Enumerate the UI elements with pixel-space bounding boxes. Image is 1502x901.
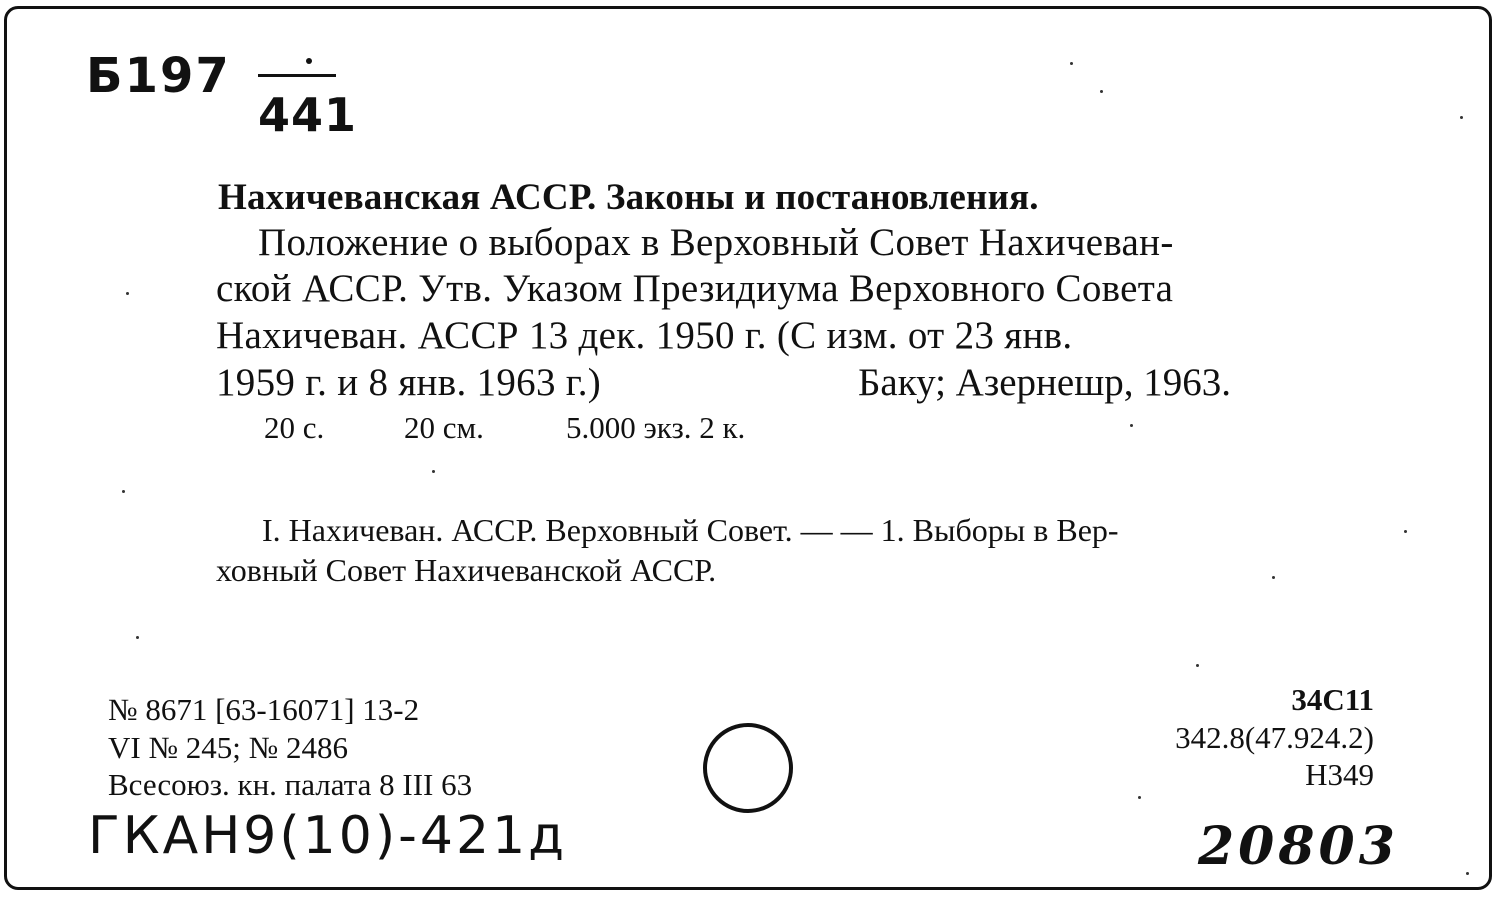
scan-speck: [1466, 872, 1469, 875]
imprint-line: Всесоюз. кн. палата 8 III 63: [108, 767, 473, 802]
collation-run: 5.000 экз. 2 к.: [566, 410, 746, 445]
handwritten-number: 20803: [1198, 816, 1399, 877]
imprint-line: № 8671 [63-16071] 13-2: [108, 692, 420, 727]
scan-speck: [136, 636, 139, 639]
shelf-mark-denominator: 441: [258, 88, 358, 142]
scan-speck: [1404, 530, 1407, 533]
punch-hole: [703, 723, 793, 813]
publication: Баку; Азернешр, 1963.: [858, 361, 1232, 404]
imprint-line: VI № 245; № 2486: [108, 730, 348, 765]
scan-speck: [1272, 576, 1275, 579]
scan-speck: [1070, 62, 1073, 65]
tracing-line: I. Нахичеван. АССР. Верховный Совет. — — 1. Выборы в Вер-: [262, 512, 1119, 548]
collation-size: 20 см.: [404, 410, 484, 445]
title-line: Нахичеван. АССР 13 дек. 1950 г. (С изм. от 23 янв.: [216, 314, 1073, 357]
scan-speck: [1130, 424, 1133, 427]
title-line: ской АССР. Утв. Указом Президиума Верховного Совета: [216, 267, 1174, 310]
fraction-line: [258, 74, 336, 77]
scan-speck: [122, 490, 125, 493]
scan-speck: [1196, 664, 1199, 667]
bbk-index: 34С11: [1291, 682, 1374, 717]
heading: Нахичеванская АССР. Законы и постановления.: [218, 177, 1039, 218]
tracing-line: ховный Совет Нахичеванской АССР.: [216, 552, 717, 588]
scan-speck: [126, 292, 129, 295]
author-sign: Н349: [1305, 757, 1374, 792]
udc-index: 342.8(47.924.2): [1175, 720, 1374, 755]
handwritten-code: ГКАН9(10)-421д: [88, 806, 568, 866]
title-line: 1959 г. и 8 янв. 1963 г.): [216, 361, 602, 404]
collation-pages: 20 с.: [264, 410, 325, 445]
fraction-dot: [306, 58, 312, 64]
scan-speck: [432, 470, 435, 473]
scan-speck: [1460, 116, 1463, 119]
shelf-mark: Б197: [86, 48, 231, 104]
scan-speck: [1138, 796, 1141, 799]
title-line: Положение о выборах в Верховный Совет Нахичеван-: [258, 221, 1174, 264]
scan-speck: [1100, 90, 1103, 93]
